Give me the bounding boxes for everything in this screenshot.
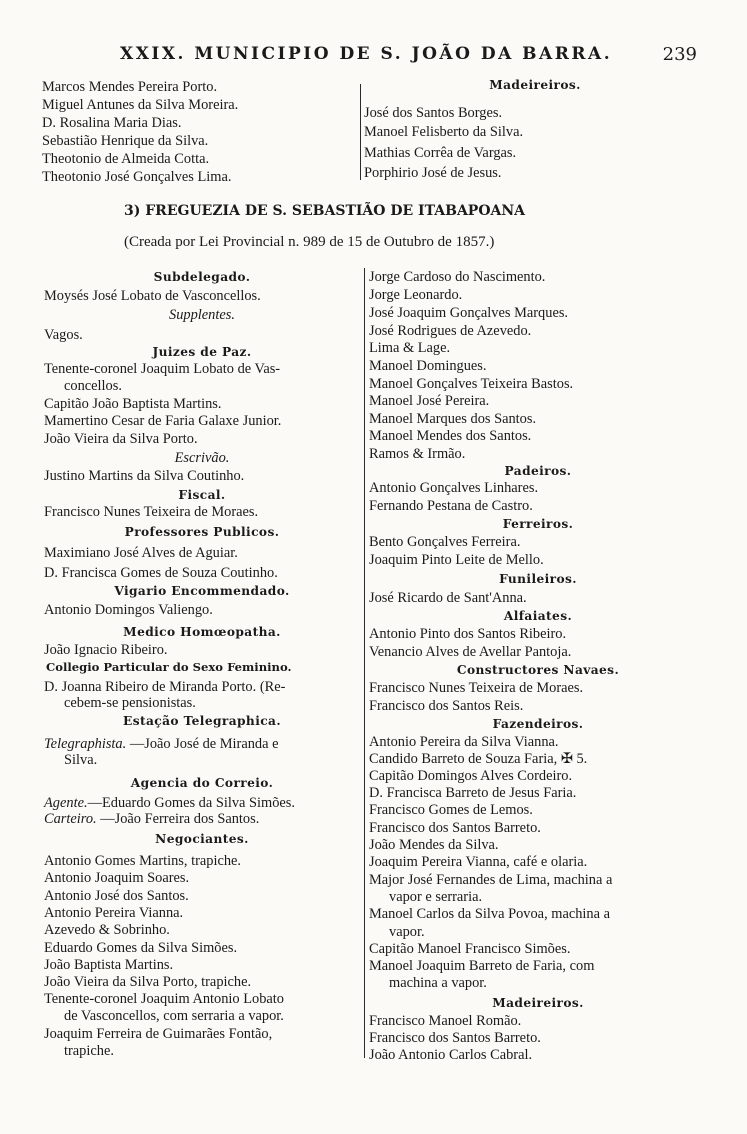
list-item: vapor. [389, 924, 425, 940]
list-item: Tenente-coronel Joaquim Antonio Lobato [44, 991, 284, 1007]
section-heading: Escrivão. [174, 450, 230, 466]
list-item: Venancio Alves de Avellar Pantoja. [369, 644, 572, 660]
list-item: Francisco Manoel Romão. [369, 1013, 522, 1029]
list-item: Eduardo Gomes da Silva Simões. [44, 940, 238, 956]
list-item: cebem-se pensionistas. [64, 695, 196, 711]
list-item: João Vieira da Silva Porto, trapiche. [44, 974, 252, 990]
section-heading: Estação Telegraphica. [123, 714, 281, 728]
running-header [120, 44, 697, 68]
list-item: Azevedo & Sobrinho. [44, 922, 170, 938]
section-title: 3) FREGUEZIA DE S. SEBASTIÃO DE ITABAPOANA [124, 203, 526, 219]
section-heading: Fiscal. [178, 488, 226, 502]
section-heading: Negociantes. [155, 832, 249, 846]
section-heading: Constructores Navaes. [456, 663, 620, 677]
section-heading: Funileiros. [499, 572, 577, 586]
list-item: Silva. [64, 752, 98, 768]
section-heading: Vigario Encommendado. [114, 584, 290, 598]
list-item: Miguel Antunes da Silva Moreira. [42, 97, 239, 113]
list-item: José Rodrigues de Azevedo. [369, 323, 532, 339]
list-item: Manoel Joaquim Barreto de Faria, com [369, 958, 595, 974]
section-heading: Ferreiros. [502, 517, 574, 531]
section-heading: Juizes de Paz. [152, 345, 252, 359]
role-holder: —Eduardo Gomes da Silva Simões. [87, 795, 296, 811]
section-heading: Medico Homœopatha. [123, 625, 281, 639]
list-item: Maximiano José Alves de Aguiar. [44, 545, 238, 561]
list-item: Justino Martins da Silva Coutinho. [44, 468, 245, 484]
list-item: D. Rosalina Maria Dias. [42, 115, 182, 131]
list-item: Marcos Mendes Pereira Porto. [42, 79, 218, 95]
list-item: Theotonio de Almeida Cotta. [42, 151, 210, 167]
list-item: Manoel Mendes dos Santos. [369, 428, 532, 444]
list-item: Manoel Marques dos Santos. [369, 411, 537, 427]
list-item: João Ignacio Ribeiro. [44, 642, 168, 658]
list-item: D. Francisca Barreto de Jesus Faria. [369, 785, 577, 801]
role-label: Carteiro. [44, 811, 97, 827]
section-heading: Supplentes. [169, 307, 235, 323]
list-item: Joaquim Ferreira de Guimarães Fontão, [44, 1026, 273, 1042]
list-item: concellos. [64, 378, 122, 394]
list-item: Antonio Pinto dos Santos Ribeiro. [369, 626, 567, 642]
list-item: José Joaquim Gonçalves Marques. [369, 305, 569, 321]
list-item: Antonio Pereira da Silva Vianna. [369, 734, 559, 750]
section-subtitle: (Creada por Lei Provincial n. 989 de 15 de Outubro de 1857.) [124, 234, 495, 250]
list-item: Major José Fernandes de Lima, machina a [369, 872, 613, 888]
list-item: João Mendes da Silva. [369, 837, 499, 853]
section-heading: Subdelegado. [153, 270, 251, 284]
list-item: João Baptista Martins. [44, 957, 174, 973]
list-item: Jorge Cardoso do Nascimento. [369, 269, 546, 285]
list-item: Joaquim Pinto Leite de Mello. [369, 552, 544, 568]
list-item: Manoel Felisberto da Silva. [364, 124, 524, 140]
list-item: Joaquim Pereira Vianna, café e olaria. [369, 854, 588, 870]
list-item: Antonio Gonçalves Linhares. [369, 480, 539, 496]
list-item: João Vieira da Silva Porto. [44, 431, 198, 447]
list-item: Capitão Domingos Alves Cordeiro. [369, 768, 573, 784]
list-item: D. Joanna Ribeiro de Miranda Porto. (Re- [44, 679, 286, 695]
section-heading: Madeireiros. [492, 996, 584, 1010]
list-item: Antonio Joaquim Soares. [44, 870, 190, 886]
list-item: José Ricardo de Sant'Anna. [369, 590, 527, 606]
list-item: machina a vapor. [389, 975, 487, 991]
section-heading: Madeireiros. [489, 78, 581, 92]
section-heading: Professores Publicos. [124, 525, 280, 539]
list-item [44, 810, 259, 828]
list-item: trapiche. [64, 1043, 114, 1059]
list-item: Francisco Nunes Teixeira de Moraes. [369, 680, 584, 696]
list-item: Capitão João Baptista Martins. [44, 396, 222, 412]
section-heading: Padeiros. [504, 464, 572, 478]
list-item: Manoel Carlos da Silva Povoa, machina a [369, 906, 610, 922]
role-label: Telegraphista. [44, 736, 127, 752]
list-item: João Antonio Carlos Cabral. [369, 1047, 533, 1063]
list-item: Ramos & Irmão. [369, 446, 466, 462]
list-item: Sebastião Henrique da Silva. [42, 133, 209, 149]
list-item: Manoel José Pereira. [369, 393, 490, 409]
role-label: Agente. [44, 795, 88, 811]
list-item: Francisco dos Santos Barreto. [369, 1030, 541, 1046]
section-heading: Agencia do Correio. [130, 776, 274, 790]
chapter-title: XXIX. MUNICIPIO DE S. JOÃO DA BARRA. [120, 44, 613, 64]
list-item: Mathias Corrêa de Vargas. [364, 145, 517, 161]
list-item: Francisco dos Santos Barreto. [369, 820, 541, 836]
list-item: Jorge Leonardo. [369, 287, 463, 303]
page-number: 239 [662, 44, 697, 65]
list-item: Manoel Domingues. [369, 358, 487, 374]
list-item: Antonio Pereira Vianna. [44, 905, 184, 921]
section-heading: Collegio Particular do Sexo Feminino. [46, 660, 292, 674]
list-item: Antonio Gomes Martins, trapiche. [44, 853, 242, 869]
list-item: José dos Santos Borges. [364, 105, 503, 121]
list-item: D. Francisca Gomes de Souza Coutinho. [44, 565, 278, 581]
section-heading: Alfaiates. [503, 609, 573, 623]
list-item: Francisco Gomes de Lemos. [369, 802, 533, 818]
role-holder: —João Ferreira dos Santos. [96, 811, 260, 827]
list-item: Manoel Gonçalves Teixeira Bastos. [369, 376, 574, 392]
list-item: Antonio José dos Santos. [44, 888, 189, 904]
list-item: Theotonio José Gonçalves Lima. [42, 169, 232, 185]
list-item: Mamertino Cesar de Faria Galaxe Junior. [44, 413, 282, 429]
column-divider-top [360, 84, 361, 180]
list-item: de Vasconcellos, com serraria a vapor. [64, 1008, 284, 1024]
list-item: Antonio Domingos Valiengo. [44, 602, 213, 618]
role-holder: —João José de Miranda e [126, 736, 279, 752]
list-item: Bento Gonçalves Ferreira. [369, 534, 521, 550]
section-heading: Fazendeiros. [492, 717, 584, 731]
list-item: Porphirio José de Jesus. [364, 165, 502, 181]
list-item: Tenente-coronel Joaquim Lobato de Vas- [44, 361, 281, 377]
list-item: vapor e serraria. [389, 889, 483, 905]
list-item: Capitão Manoel Francisco Simões. [369, 941, 571, 957]
list-item: Fernando Pestana de Castro. [369, 498, 533, 514]
column-divider [364, 268, 365, 1058]
list-item: Vagos. [44, 327, 83, 343]
list-item: Lima & Lage. [369, 340, 451, 356]
list-item: Francisco Nunes Teixeira de Moraes. [44, 504, 259, 520]
list-item: Moysés José Lobato de Vasconcellos. [44, 288, 261, 304]
list-item: Francisco dos Santos Reis. [369, 698, 524, 714]
list-item: Candido Barreto de Souza Faria, ✠ 5. [369, 751, 588, 767]
